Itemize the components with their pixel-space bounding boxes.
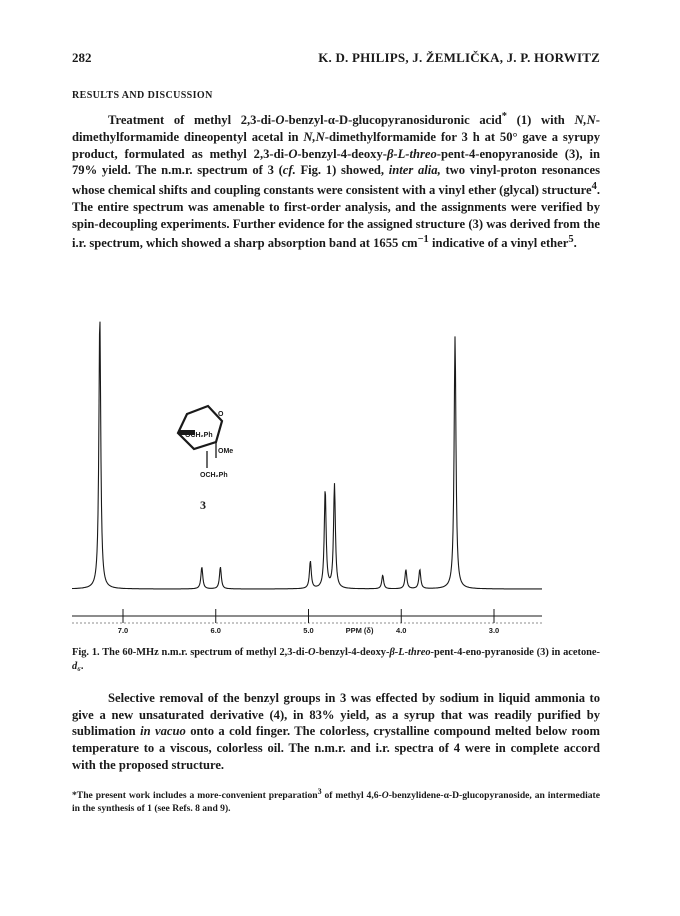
benzyloxy-lower-label: OCH₂Ph [200,472,228,479]
compound-number: 3 [200,498,206,512]
ppm-axis [72,609,542,635]
benzyloxy-upper-label: OCH₂Ph [185,432,213,439]
spectrum-trace [72,322,542,589]
nmr-spectrum-chart [72,296,602,641]
figure-caption: Fig. 1. The 60-MHz n.m.r. spectrum of methyl 2,3-di-O-benzyl-4-deoxy-β-L-threo-pent-4-eno-pyranoside (3) in acetone-d₆. [72,647,601,672]
axis-unit-label: PPM (δ) [345,626,374,635]
tick-label-3-0: 3.0 [488,626,500,635]
tick-label-5-0: 5.0 [303,626,314,635]
footnote: *The present work includes a more-convenient preparation$^3$ of methyl 4,6-O-benzylidene-α-D-glucopyranoside, an intermediate in the synthesis of 1 (see Refs. 8 and 9). [72,787,600,815]
methoxy-label: OMe [218,448,234,455]
section-heading: RESULTS AND DISCUSSION [72,90,213,101]
running-authors: K. D. PHILIPS, J. ŽEMLIČKA, J. P. HORWITZ [318,50,600,65]
paragraph-deprotection: Selective removal of the benzyl groups in 3 was effected by sodium in liquid ammonia to give a new unsaturated derivative (4), in 83% yield, as a syrup that was readily purified by sublimation in vacuo onto a cold finger. The colorless, crystalline compound melted below room temperature to a viscous, colorless oil. The n.m.r. and i.r. spectra of 4 were in complete accord with the proposed structure. [72,691,600,772]
pyranoside-structure [178,406,233,512]
tick-label-4-0: 4.0 [396,626,407,635]
paragraph-results: Treatment of methyl 2,3-di-O-benzyl-α-D-glucopyranosiduronic acid* (1) with N,N-dimethylformamide dineopentyl acetal in N,N-dimethylformamide for 3 h at 50° gave a syrupy product, formulated as methyl 2,3-di-O-benzyl-4-deoxy-β-L-threo-pent-4-enopyranoside (3), in 79% yield. The n.m.r. spectrum of 3 (cf. Fig. 1) showed, inter alia, two vinyl-proton resonances whose chemical shifts and coupling constants were consistent with a vinyl ether (glycal) structure$^4$. The entire spectrum was amenable to first-order analysis, and the assignments were verified by spin-decoupling experiments. Further evidence for the assigned structure (3) was derived from the i.r. spectrum, which showed a sharp absorption band at 1655 $cm^{-1}$ indicative of a vinyl ether$^5$. [72,111,601,251]
ring-oxygen-label: O [218,411,224,418]
running-header [72,50,600,68]
tick-label-7-0: 7.0 [117,626,129,635]
page-number: 282 [72,50,92,65]
tick-label-6-0: 6.0 [210,626,221,635]
nmr-figure [72,296,602,641]
